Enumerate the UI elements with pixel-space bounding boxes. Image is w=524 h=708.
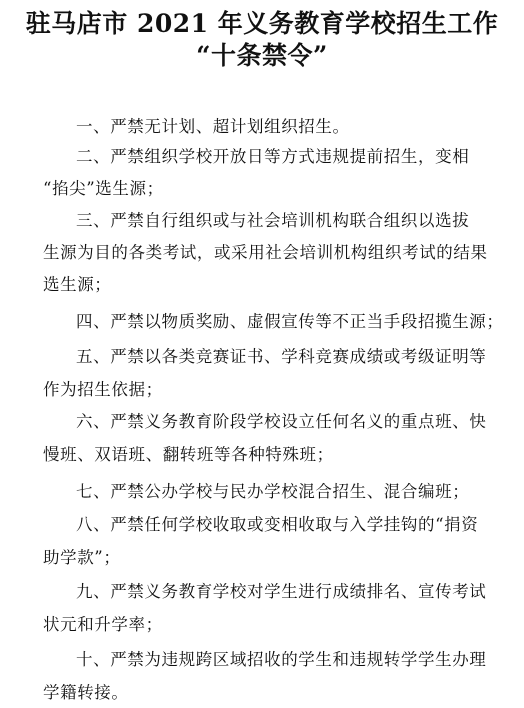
rule-3-line-1: 三、严禁自行组织或与社会培训机构联合组织以选拔	[76, 211, 470, 230]
rule-2-line-2: “掐尖”选生源；	[43, 179, 164, 198]
title-line-1: 驻马店市 2021 年义务教育学校招生工作	[25, 9, 499, 38]
document-title	[0, 8, 524, 72]
rule-2-line-1: 二、严禁组织学校开放日等方式违规提前招生，变相	[76, 147, 470, 166]
rule-1-line-1: 一、严禁无计划、超计划组织招生。	[76, 117, 350, 136]
title-line-2: “十条禁令”	[196, 41, 328, 70]
rule-9-line-2: 状元和升学率；	[43, 615, 163, 634]
rule-10-line-2: 学籍转接。	[43, 683, 129, 702]
rule-8-line-2: 助学款”；	[43, 548, 121, 567]
rule-5-line-1: 五、严禁以各类竞赛证书、学科竞赛成绩或考级证明等	[76, 347, 487, 366]
rule-7-line-1: 七、严禁公办学校与民办学校混合招生、混合编班；	[76, 482, 470, 501]
rule-8-line-1: 八、严禁任何学校收取或变相收取与入学挂钩的“捐资	[76, 515, 479, 534]
rule-5-line-2: 作为招生依据；	[43, 380, 163, 399]
rule-9-line-1: 九、严禁义务教育学校对学生进行成绩排名、宣传考试	[76, 582, 487, 601]
rule-3-line-2: 生源为目的各类考试，或采用社会培训机构组织考试的结果	[43, 243, 488, 262]
rule-6-line-1: 六、严禁义务教育阶段学校设立任何名义的重点班、快	[76, 412, 487, 431]
rule-10-line-1: 十、严禁为违规跨区域招收的学生和违规转学学生办理	[76, 650, 487, 669]
rule-4-line-1: 四、严禁以物质奖励、虚假宣传等不正当手段招揽生源；	[76, 312, 504, 331]
rule-3-line-3: 选生源；	[43, 275, 112, 294]
rule-6-line-2: 慢班、双语班、翻转班等各种特殊班；	[43, 445, 334, 464]
